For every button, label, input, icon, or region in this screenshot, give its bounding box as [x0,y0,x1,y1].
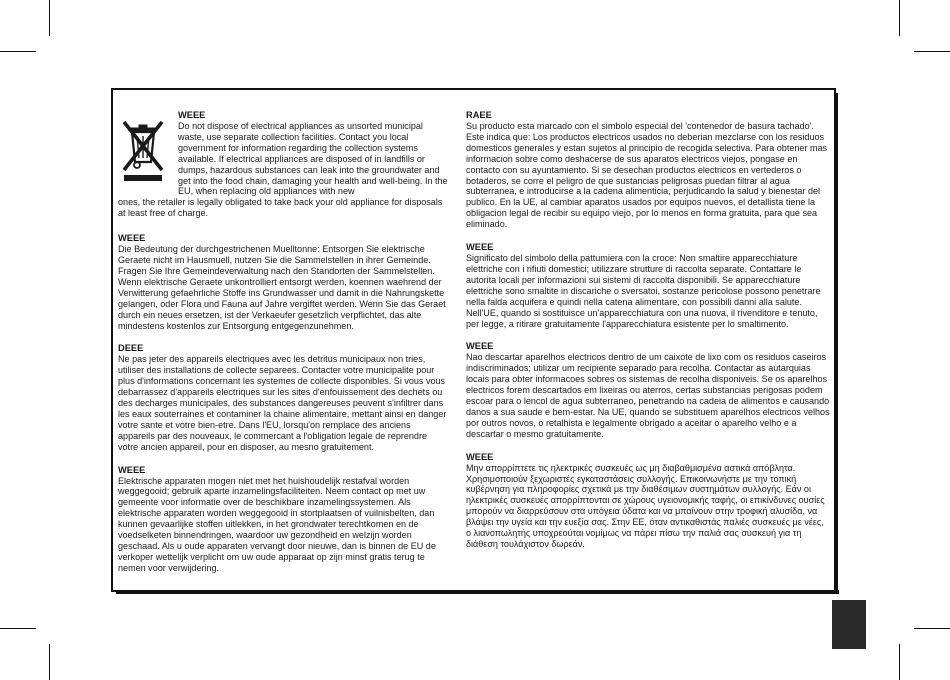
section-text: Nao descartar aparelhos electricos dentro de um caixote de lixo com os residuos caseiros indiscriminados; utilizar um recipiente separado para recolha. Contactar as autarquias locais para obter informacoes sobres os sistemas de recolha disponiveis. Se os aparelhos electricos forem descartados em lixeiras ou aterros, certas substancias perigosas podem escoar para o lencol de agua subterraneo, penetrando na cadeia de alimentos e causando danos a sua saude e bem-estar. Na UE, quando se substituem aparelhos electricos velhos por outros novos, o retalhista e legalmente obrigado a aceitar o aparelho velho e a descartar o mesmo gratuitamente. [466,352,830,439]
section-heading: WEEE [118,233,146,244]
section-text: Su producto esta marcado con el simbolo especial del 'contenedor de basura tachado'. Este indica que: Los productos electricos usados no deberian mezclarse con los residuos domesticos generales y estan sujetos al principio de recogida selectiva. Para obtener mas informacion sobre como deshacerse de sus aparatos electricos viejos, pongase en contacto con su ayuntamiento. Si se desechan productos electricos en vertederos o botaderos, se corre el peligro de que sustancias peligrosas puedan filtrar al agua subterranea, e introducirse a la cadena alimenticia, perjudicando la salud y bienestar del publico. En la UE, al cambiar aparatos usados por equipos nuevos, el detallista tiene la obligacion legal de recibir su equipo viejo, por lo menos en forma gratuita, para que sea eliminado. [466,121,828,230]
section-raee-es [466,110,830,230]
crop-mark [49,644,50,680]
section-weee-el [466,452,830,550]
section-weee-de [118,233,448,331]
left-column [118,110,448,586]
crop-mark [899,0,900,36]
crop-mark [0,51,36,52]
crop-mark [914,51,950,52]
page-edge-tab [832,600,866,649]
crop-mark [914,628,950,629]
section-heading: WEEE [466,341,494,352]
section-text: Die Bedeutung der durchgestrichenen Muelltonne: Entsorgen Sie elektrische Geraete nicht im Hausmuell, nutzen Sie die Sammelstellen in ihrer Gemeinde. Fragen Sie Ihre Gemeindeverwaltung nach den Standorten der Sammelstellen. Wenn elektrische Geraete unkontrolliert entsorgt werden, koennen waehrend der Verwitterung gefaehrliche Stoffe ins Grundwasser und damit in die Nahrungskette gelangen, oder Flora und Fauna auf Jahre vergiftet werden. Wenn Sie das Geraet durch ein neues ersetzen, ist der Verkaeufer gesetzlich verpflichtet, das alte mindestens kostenlos zur Entsorgung entgegenzunehmen. [118,244,446,331]
section-heading: WEEE [466,451,494,462]
section-text: Ne pas jeter des appareils electriques avec les detritus municipaux non tries, utiliser des installations de collecte separees. Contacter votre municipalite pour plus d'informations concernant les systemes de collecte disponibles. Si vous vous debarrassez d'appareils electriques sur les sites d'enfouissement des dechets ou des decharges municipales, des substances dangereuses peuvent s'infiltrer dans les eaux souterraines et contaminer la chaine alimentaire, mettant ainsi en danger votre sante et votre bien-etre. Dans l'EU, lorsqu'on remplace des anciens appareils par des nouveaux, le commercant a l'obligation legale de reprendre votre ancien appareil, pour en disposer, au mesno gratuitement. [118,354,447,452]
section-heading: WEEE [178,110,206,120]
section-weee-pt [466,341,830,439]
crop-mark [899,644,900,680]
section-weee-en [118,110,448,219]
section-heading: WEEE [118,464,146,475]
section-heading: RAEE [466,110,492,120]
section-text: Μην απορρίπτετε τις ηλεκτρικές συσκευές ως μη διαβαθμισμένα αστικά απόβλητα. Χρησιμοποιούν ξεχωριστές εγκαταστάσεις συλλογής. Επικοινωνήστε με την τοπική κυβέρνηση για πληροφορίες σχετικά με την διαθέσιμων συστημάτων συλλογής. Εάν οι ηλεκτρικές συσκευές απορρίπτονται σε χώρους υγειονομικής ταφής, οι επικίνδυνες ουσίες μπορούν να διαρρεύσουν στα υπόγεια ύδατα και να μπαίνουν στην τροφική αλυσίδα, να βλάψει την υγεία και την ευεξία σας. Στην ΕΕ, όταν αντικαθιστάς παλιές συσκευές με νέες, ο λιανοπωλητής υποχρεούται νομίμως να πάρει πίσω την παλιά σας συσκευή για τη διάθεση τουλάχιστον δωρεάν. [466,462,825,549]
section-text-continued: ones, the retailer is legally obligated to take back your old appliance for disposals at least free of charge. [118,197,443,219]
right-column [466,110,830,562]
section-text: Significato del simbolo della pattumiera con la croce: Non smaltire apparecchiature elettriche con i rifiuti domestici; utilizzare strutture di raccolta separate. Contattare le autorita locali per informazioni sui sistemi di raccolta disponibili. Se apparecchiature elettriche sono smaltite in discariche o sversatoi, sostanze pericolose possono penetrare nella falda acquifera e quindi nella catena alimentare, con possibili danni alla salute. Nell'UE, quando si sostituisce un'apparecchiatura con una nuova, il rivenditore e tenuto, per legge, a ritirare gratuitamente l'apparecchiatura esistente per lo smaltimento. [466,253,821,329]
section-heading: DEEE [118,343,144,354]
section-deee-fr [118,343,448,452]
section-text: Elektrische apparaten mogen niet met het huishoudelijk restafval worden weggegooid; gebruik aparte inzamelingsfaciliteiten. Neem contact op met uw gemeente voor informatie over de beschikbare inzamelingssystemen. Als elektrische apparaten worden weggegooid in stortplaatsen of vuilnisbelten, dan kunnen gevaarlijke stoffen uitlekken, in het grondwater terechtkomen en de voedselketen binnendringen, waardoor uw gezondheid en welzijn worden geschaad. Als u oude apparaten vervangt door nieuwe, dan is binnen de EU de verkoper wettelijk verplicht om uw oude apparaat op zijn minst gratis terug te nemen voor verwijdering. [118,475,436,573]
crop-mark [49,0,50,36]
crossed-out-wheelie-bin-icon [118,110,178,197]
crop-mark [0,628,36,629]
section-text: Do not dispose of electrical appliances as unsorted municipal waste, use separate collection facilities. Contact you local government for information regarding the collection systems available. If electrical appliances are disposed of in landfills or dumps, hazardous substances can leak into the groundwater and get into the food chain, damaging your health and well-being. In the EU, when replacing old appliances with new [178,121,448,197]
section-heading: WEEE [466,242,494,253]
section-weee-nl [118,465,448,574]
section-weee-it [466,242,830,329]
